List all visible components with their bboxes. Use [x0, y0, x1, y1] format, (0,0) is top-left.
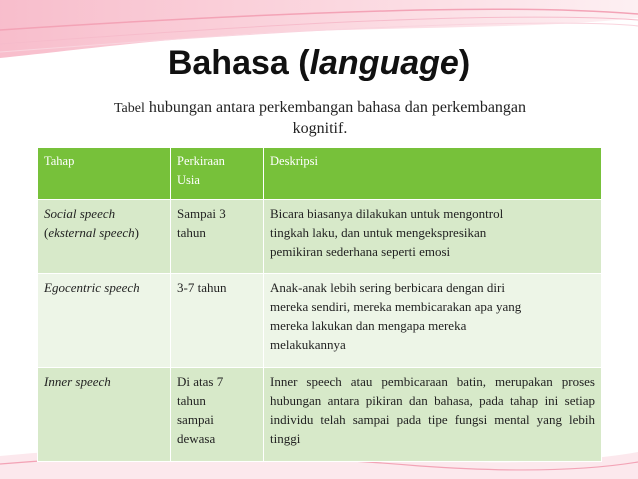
- table-row: [38, 368, 602, 462]
- table-header-row: [38, 148, 602, 200]
- age-cell: 3-7 tahun: [171, 274, 264, 368]
- stage-cell: Social speech (eksternal speech): [38, 200, 171, 274]
- stage-cell: Egocentric speech: [38, 274, 171, 368]
- table-row: [38, 200, 602, 274]
- age-cell: Sampai 3 tahun: [171, 200, 264, 274]
- description-cell: Anak-anak lebih sering berbicara dengan diri mereka sendiri, mereka membicarakan apa yang mereka lakukan dan mengapa mereka melakukannya: [264, 274, 602, 368]
- caption-line1: hubungan antara perkembangan bahasa dan perkembangan: [148, 99, 527, 116]
- stage-cell: Inner speech: [38, 368, 171, 462]
- header-tahap: Tahap: [38, 148, 171, 200]
- speech-stage-table: [37, 147, 602, 462]
- caption-lead: Tabel: [113, 101, 145, 116]
- age-cell: Di atas 7 tahun sampai dewasa: [171, 368, 264, 462]
- description-cell: Inner speech atau pembicaraan batin, merupakan proses hubungan antara pikiran dan bahasa, pada tahap ini setiap individu telah sampai pada tipe fungsi mental yang lebih tinggi: [264, 368, 602, 462]
- page-title: Bahasa (language): [167, 44, 471, 82]
- table-row: [38, 274, 602, 368]
- description-cell: Bicara biasanya dilakukan untuk mengontrol tingkah laku, dan untuk mengekspresikan pemikiran sederhana seperti emosi: [264, 200, 602, 274]
- header-deskripsi: Deskripsi: [264, 148, 602, 200]
- table-caption: [40, 98, 600, 139]
- header-usia: Perkiraan Usia: [171, 148, 264, 200]
- caption-line2: kognitif.: [292, 120, 348, 137]
